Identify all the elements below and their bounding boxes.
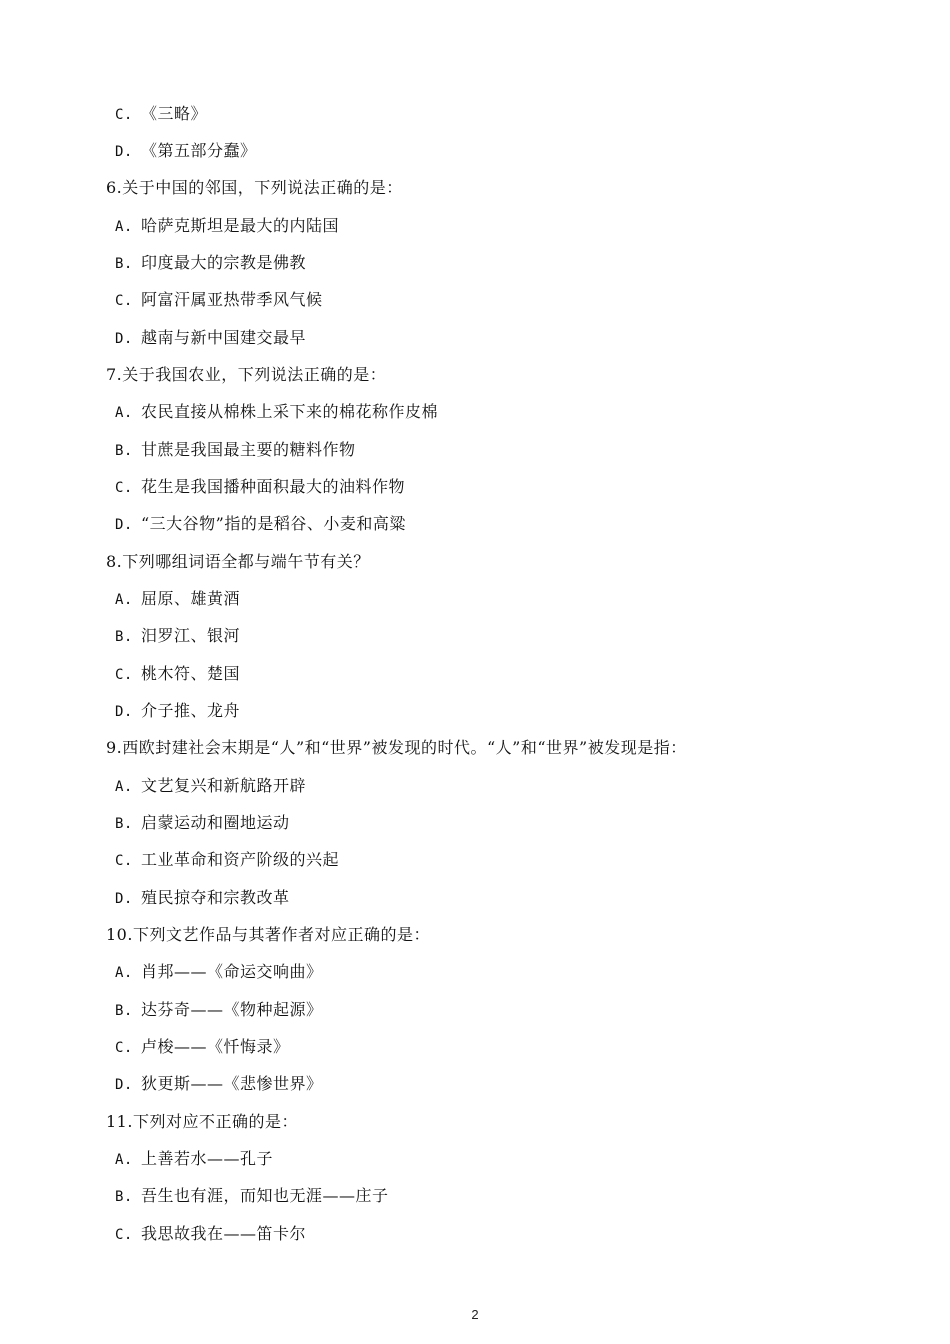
option-d [115, 1074, 323, 1095]
option-c [115, 850, 339, 871]
option-text: 屈原、雄黄酒 [141, 589, 241, 608]
page-number: 2 [471, 1307, 479, 1322]
question-text: 下列哪组词语全都与端午节有关？ [122, 552, 370, 571]
option-text: 农民直接从棉株上采下来的棉花称作皮棉 [141, 402, 439, 421]
option-text: 肖邦——《命运交响曲》 [141, 962, 323, 981]
option-d [115, 328, 306, 349]
option-c [115, 1224, 306, 1245]
option-letter: A. [115, 219, 133, 235]
option-text: 达芬奇——《物种起源》 [141, 1000, 323, 1019]
option-text: 狄更斯——《悲惨世界》 [141, 1074, 323, 1093]
question-text: 下列对应不正确的是： [132, 1112, 298, 1131]
option-text: 文艺复兴和新航路开辟 [141, 776, 307, 795]
question-9 [106, 738, 687, 758]
option-text: 桃木符、楚国 [141, 664, 241, 683]
option-text: 甘蔗是我国最主要的糖料作物 [141, 440, 356, 459]
question-10 [106, 925, 430, 945]
option-letter: A. [115, 405, 133, 421]
option-letter: A. [115, 779, 133, 795]
option-text: 吾生也有涯，而知也无涯——庄子 [141, 1186, 389, 1205]
question-number: 11. [106, 1112, 133, 1131]
option-letter: D. [115, 331, 133, 347]
question-number: 10. [106, 925, 133, 944]
option-text: 越南与新中国建交最早 [141, 328, 307, 347]
option-letter: C. [115, 107, 133, 123]
option-letter: D. [115, 891, 133, 907]
option-letter: C. [115, 1040, 133, 1056]
option-text: 介子推、龙舟 [141, 701, 241, 720]
option-letter: D. [115, 704, 133, 720]
option-b [115, 440, 356, 461]
option-letter: C. [115, 293, 133, 309]
option-letter: B. [115, 443, 133, 459]
question-text: 关于我国农业，下列说法正确的是： [122, 365, 387, 384]
option-text: 印度最大的宗教是佛教 [141, 253, 307, 272]
question-number: 7. [106, 365, 123, 384]
option-text: 殖民掠夺和宗教改革 [141, 888, 290, 907]
question-11 [106, 1112, 298, 1132]
option-text: 哈萨克斯坦是最大的内陆国 [141, 216, 340, 235]
option-text: 阿富汗属亚热带季风气候 [141, 290, 323, 309]
option-c [115, 104, 207, 125]
option-a [115, 589, 240, 610]
option-text: 上善若水——孔子 [141, 1149, 274, 1168]
option-letter: C. [115, 853, 133, 869]
question-number: 8. [106, 552, 123, 571]
option-letter: B. [115, 629, 133, 645]
option-a [115, 402, 438, 423]
question-text: 关于中国的邻国，下列说法正确的是： [122, 178, 403, 197]
option-c [115, 1037, 290, 1058]
option-letter: A. [115, 965, 133, 981]
option-letter: B. [115, 816, 133, 832]
option-text: 卢梭——《忏悔录》 [141, 1037, 290, 1056]
option-letter: B. [115, 256, 133, 272]
option-letter: D. [115, 517, 133, 533]
option-letter: A. [115, 592, 133, 608]
option-b [115, 1000, 323, 1021]
option-c [115, 477, 405, 498]
option-letter: C. [115, 1227, 133, 1243]
option-text: 花生是我国播种面积最大的油料作物 [141, 477, 406, 496]
option-letter: B. [115, 1003, 133, 1019]
option-b [115, 253, 306, 274]
question-text: 下列文艺作品与其著作者对应正确的是： [132, 925, 430, 944]
option-text: 工业革命和资产阶级的兴起 [141, 850, 340, 869]
option-c [115, 290, 323, 311]
option-a [115, 776, 306, 797]
option-letter: D. [115, 1077, 133, 1093]
option-letter: C. [115, 667, 133, 683]
option-c [115, 664, 240, 685]
option-letter: C. [115, 480, 133, 496]
option-d [115, 701, 240, 722]
question-text: 西欧封建社会末期是“人”和“世界”被发现的时代。“人”和“世界”被发现是指： [122, 738, 687, 757]
question-number: 6. [106, 178, 123, 197]
option-text: 《第五部分蠢》 [141, 141, 257, 160]
option-d [115, 141, 257, 162]
option-text: 汨罗江、银河 [141, 626, 241, 645]
option-letter: B. [115, 1189, 133, 1205]
option-b [115, 1186, 389, 1207]
option-a [115, 1149, 273, 1170]
question-8 [106, 552, 370, 572]
option-text: 启蒙运动和圈地运动 [141, 813, 290, 832]
option-letter: A. [115, 1152, 133, 1168]
option-d [115, 888, 290, 909]
question-7 [106, 365, 386, 385]
option-text: “三大谷物”指的是稻谷、小麦和高粱 [141, 514, 406, 533]
question-number: 9. [106, 738, 123, 757]
option-letter: D. [115, 144, 133, 160]
option-text: 我思故我在——笛卡尔 [141, 1224, 307, 1243]
option-d [115, 514, 406, 535]
option-text: 《三略》 [141, 104, 208, 123]
option-b [115, 813, 290, 834]
option-b [115, 626, 240, 647]
option-a [115, 216, 339, 237]
option-a [115, 962, 323, 983]
question-6 [106, 178, 403, 198]
